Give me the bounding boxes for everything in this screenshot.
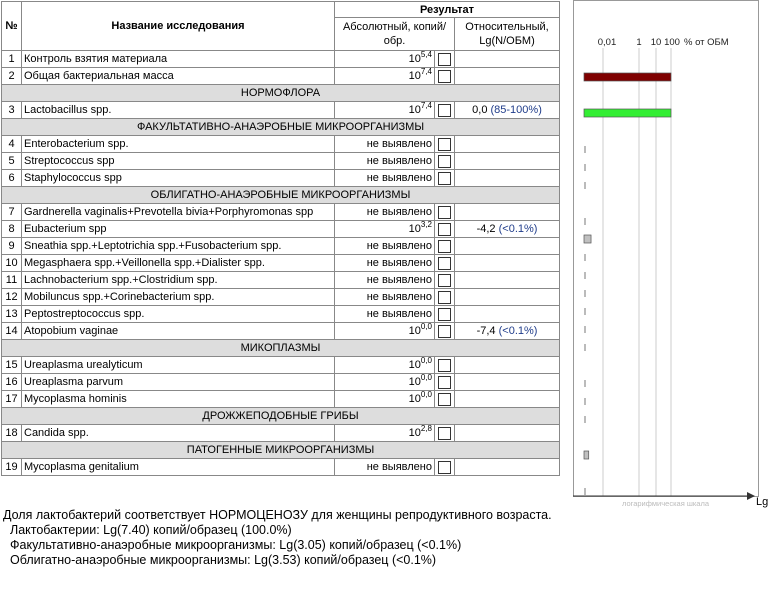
table-row bbox=[2, 204, 560, 221]
table-row bbox=[2, 425, 560, 442]
rel-result bbox=[455, 306, 560, 323]
section-header bbox=[2, 187, 560, 204]
abs-base: 10 bbox=[408, 104, 421, 116]
col-rel-header: Относительный, Lg(N/OБМ) bbox=[455, 18, 560, 51]
result-checkbox[interactable] bbox=[438, 257, 451, 270]
checkbox-cell[interactable] bbox=[435, 136, 455, 153]
results-table bbox=[1, 1, 560, 476]
rel-result bbox=[455, 459, 560, 476]
table-row bbox=[2, 68, 560, 85]
row-number: 18 bbox=[2, 425, 22, 442]
rel-range: (85-100%) bbox=[490, 104, 542, 116]
abs-result bbox=[335, 306, 435, 323]
rel-result bbox=[455, 425, 560, 442]
abs-result bbox=[335, 459, 435, 476]
abs-result bbox=[335, 323, 435, 340]
row-number: 14 bbox=[2, 323, 22, 340]
abs-exponent: 0,0 bbox=[420, 322, 432, 331]
bar bbox=[584, 451, 589, 459]
abs-exponent: 7,4 bbox=[420, 101, 432, 110]
abs-not-detected: не выявлено bbox=[366, 138, 432, 150]
test-name: Контроль взятия материала bbox=[22, 51, 335, 68]
result-checkbox[interactable] bbox=[438, 376, 451, 389]
table-row bbox=[2, 289, 560, 306]
abs-exponent: 0,0 bbox=[420, 373, 432, 382]
rel-result bbox=[455, 102, 560, 119]
log-scale-chart bbox=[573, 0, 770, 515]
summary-lactobacilli: Лактобактерии: Lg(7.40) копий/образец (100.0%) bbox=[10, 523, 292, 537]
test-name: Mycoplasma genitalium bbox=[22, 459, 335, 476]
test-name: Mycoplasma hominis bbox=[22, 391, 335, 408]
row-marker bbox=[584, 254, 586, 261]
abs-result bbox=[335, 238, 435, 255]
abs-exponent: 0,0 bbox=[420, 356, 432, 365]
checkbox-cell[interactable] bbox=[435, 459, 455, 476]
table-row bbox=[2, 255, 560, 272]
abs-not-detected: не выявлено bbox=[366, 172, 432, 184]
section-header bbox=[2, 442, 560, 459]
summary-conclusion: Доля лактобактерий соответствует НОРМОЦЕНОЗУ для женщины репродуктивного возраста. bbox=[3, 508, 552, 522]
test-name: Megasphaera spp.+Veillonella spp.+Dialister spp. bbox=[22, 255, 335, 272]
result-checkbox[interactable] bbox=[438, 308, 451, 321]
checkbox-cell[interactable] bbox=[435, 391, 455, 408]
row-marker bbox=[584, 290, 586, 297]
abs-not-detected: не выявлено bbox=[366, 257, 432, 269]
test-name: Candida spp. bbox=[22, 425, 335, 442]
row-marker bbox=[584, 416, 586, 423]
rel-value: -4,2 bbox=[476, 223, 496, 235]
scale-label: логарифмическая шкала bbox=[622, 499, 710, 508]
result-checkbox[interactable] bbox=[438, 274, 451, 287]
section-title: ФАКУЛЬТАТИВНО-АНАЭРОБНЫЕ МИКРООРГАНИЗМЫ bbox=[2, 119, 560, 136]
result-checkbox[interactable] bbox=[438, 206, 451, 219]
abs-not-detected: не выявлено bbox=[366, 240, 432, 252]
result-checkbox[interactable] bbox=[438, 359, 451, 372]
abs-exponent: 2,8 bbox=[420, 424, 432, 433]
row-number: 2 bbox=[2, 68, 22, 85]
checkbox-cell[interactable] bbox=[435, 323, 455, 340]
checkbox-cell[interactable] bbox=[435, 221, 455, 238]
rel-result bbox=[455, 153, 560, 170]
rel-result bbox=[455, 204, 560, 221]
checkbox-cell[interactable] bbox=[435, 68, 455, 85]
table-row bbox=[2, 102, 560, 119]
abs-result bbox=[335, 357, 435, 374]
row-marker bbox=[584, 380, 586, 387]
summary-facultative: Факультативно-анаэробные микроорганизмы: Lg(3.05) копий/образец (<0.1%) bbox=[10, 538, 462, 552]
abs-base: 10 bbox=[408, 70, 421, 82]
abs-result bbox=[335, 204, 435, 221]
row-number: 11 bbox=[2, 272, 22, 289]
abs-result bbox=[335, 136, 435, 153]
rel-result bbox=[455, 391, 560, 408]
checkbox-cell[interactable] bbox=[435, 102, 455, 119]
result-checkbox[interactable] bbox=[438, 223, 451, 236]
result-checkbox[interactable] bbox=[438, 138, 451, 151]
checkbox-cell[interactable] bbox=[435, 306, 455, 323]
rel-result bbox=[455, 272, 560, 289]
test-name: Lachnobacterium spp.+Clostridium spp. bbox=[22, 272, 335, 289]
test-name: Sneathia spp.+Leptotrichia spp.+Fusobacterium spp. bbox=[22, 238, 335, 255]
rel-range: (<0.1%) bbox=[498, 325, 538, 337]
bar bbox=[584, 73, 671, 81]
test-name: Ureaplasma urealyticum bbox=[22, 357, 335, 374]
row-marker bbox=[584, 344, 586, 351]
table-row bbox=[2, 136, 560, 153]
abs-result bbox=[335, 51, 435, 68]
row-marker bbox=[584, 488, 586, 495]
table-row bbox=[2, 170, 560, 187]
col-abs-header: Абсолютный, копий/обр. bbox=[335, 18, 455, 51]
row-number: 19 bbox=[2, 459, 22, 476]
abs-result bbox=[335, 255, 435, 272]
section-header bbox=[2, 340, 560, 357]
abs-base: 10 bbox=[408, 427, 421, 439]
abs-not-detected: не выявлено bbox=[366, 308, 432, 320]
tick-label: 10 bbox=[650, 37, 662, 48]
test-name: Peptostreptococcus spp. bbox=[22, 306, 335, 323]
row-marker bbox=[584, 326, 586, 333]
result-checkbox[interactable] bbox=[438, 104, 451, 117]
test-name: Eubacterium spp bbox=[22, 221, 335, 238]
section-title: МИКОПЛАЗМЫ bbox=[2, 340, 560, 357]
col-result-header: Результат bbox=[335, 2, 560, 18]
row-marker bbox=[584, 164, 586, 171]
row-number: 8 bbox=[2, 221, 22, 238]
tick-label: 1 bbox=[636, 37, 642, 48]
abs-result bbox=[335, 425, 435, 442]
row-marker bbox=[584, 182, 586, 189]
row-marker bbox=[584, 146, 586, 153]
bar bbox=[584, 235, 591, 243]
row-number: 4 bbox=[2, 136, 22, 153]
abs-base: 10 bbox=[408, 325, 421, 337]
abs-not-detected: не выявлено bbox=[366, 155, 432, 167]
rel-value: -7,4 bbox=[476, 325, 496, 337]
rel-result bbox=[455, 238, 560, 255]
abs-result bbox=[335, 391, 435, 408]
table-row bbox=[2, 272, 560, 289]
test-name: Gardnerella vaginalis+Prevotella bivia+Porphyromonas spp bbox=[22, 204, 335, 221]
result-checkbox[interactable] bbox=[438, 291, 451, 304]
abs-base: 10 bbox=[408, 53, 421, 65]
row-number: 6 bbox=[2, 170, 22, 187]
row-number: 3 bbox=[2, 102, 22, 119]
abs-not-detected: не выявлено bbox=[366, 291, 432, 303]
result-checkbox[interactable] bbox=[438, 393, 451, 406]
abs-exponent: 5,4 bbox=[420, 50, 432, 59]
abs-result bbox=[335, 272, 435, 289]
rel-result bbox=[455, 357, 560, 374]
col-num-header: № bbox=[2, 2, 22, 51]
test-name: Streptococcus spp bbox=[22, 153, 335, 170]
abs-exponent: 0,0 bbox=[420, 390, 432, 399]
abs-result bbox=[335, 68, 435, 85]
checkbox-cell[interactable] bbox=[435, 255, 455, 272]
abs-base: 10 bbox=[408, 223, 421, 235]
test-name: Enterobacterium spp. bbox=[22, 136, 335, 153]
section-title: ПАТОГЕННЫЕ МИКРООРГАНИЗМЫ bbox=[2, 442, 560, 459]
abs-exponent: 3,2 bbox=[420, 220, 432, 229]
col-name-header: Название исследования bbox=[22, 2, 335, 51]
result-checkbox[interactable] bbox=[438, 240, 451, 253]
checkbox-cell[interactable] bbox=[435, 153, 455, 170]
section-title: ДРОЖЖЕПОДОБНЫЕ ГРИБЫ bbox=[2, 408, 560, 425]
abs-result bbox=[335, 289, 435, 306]
table-row bbox=[2, 323, 560, 340]
row-number: 12 bbox=[2, 289, 22, 306]
table-row bbox=[2, 51, 560, 68]
row-number: 5 bbox=[2, 153, 22, 170]
rel-result bbox=[455, 51, 560, 68]
rel-result bbox=[455, 323, 560, 340]
test-name: Lactobacillus spp. bbox=[22, 102, 335, 119]
checkbox-cell[interactable] bbox=[435, 374, 455, 391]
result-checkbox[interactable] bbox=[438, 53, 451, 66]
result-checkbox[interactable] bbox=[438, 155, 451, 168]
abs-result bbox=[335, 374, 435, 391]
abs-exponent: 7,4 bbox=[420, 67, 432, 76]
table-row bbox=[2, 459, 560, 476]
table-row bbox=[2, 306, 560, 323]
table-row bbox=[2, 391, 560, 408]
abs-result bbox=[335, 221, 435, 238]
table-row bbox=[2, 238, 560, 255]
rel-result bbox=[455, 136, 560, 153]
section-header bbox=[2, 408, 560, 425]
row-marker bbox=[584, 218, 586, 225]
test-name: Staphylococcus spp bbox=[22, 170, 335, 187]
checkbox-cell[interactable] bbox=[435, 204, 455, 221]
rel-result bbox=[455, 170, 560, 187]
checkbox-cell[interactable] bbox=[435, 357, 455, 374]
axis-label: Lg bbox=[756, 496, 769, 508]
rel-result bbox=[455, 289, 560, 306]
row-number: 13 bbox=[2, 306, 22, 323]
result-checkbox[interactable] bbox=[438, 427, 451, 440]
section-header bbox=[2, 119, 560, 136]
section-title: ОБЛИГАТНО-АНАЭРОБНЫЕ МИКРООРГАНИЗМЫ bbox=[2, 187, 560, 204]
row-marker bbox=[584, 272, 586, 279]
abs-not-detected: не выявлено bbox=[366, 461, 432, 473]
summary-obligate: Облигатно-анаэробные микроорганизмы: Lg(3.53) копий/образец (<0.1%) bbox=[10, 553, 437, 567]
abs-base: 10 bbox=[408, 376, 421, 388]
test-name: Ureaplasma parvum bbox=[22, 374, 335, 391]
abs-result bbox=[335, 153, 435, 170]
rel-range: (<0.1%) bbox=[498, 223, 538, 235]
test-name: Atopobium vaginae bbox=[22, 323, 335, 340]
row-number: 10 bbox=[2, 255, 22, 272]
rel-result bbox=[455, 68, 560, 85]
table-row bbox=[2, 357, 560, 374]
section-header bbox=[2, 85, 560, 102]
summary bbox=[3, 508, 552, 568]
row-number: 1 bbox=[2, 51, 22, 68]
abs-result bbox=[335, 170, 435, 187]
rel-result bbox=[455, 221, 560, 238]
row-number: 16 bbox=[2, 374, 22, 391]
rel-result bbox=[455, 374, 560, 391]
table-row bbox=[2, 374, 560, 391]
checkbox-cell[interactable] bbox=[435, 272, 455, 289]
row-number: 17 bbox=[2, 391, 22, 408]
row-number: 9 bbox=[2, 238, 22, 255]
checkbox-cell[interactable] bbox=[435, 238, 455, 255]
rel-result bbox=[455, 255, 560, 272]
abs-base: 10 bbox=[408, 359, 421, 371]
tick-label: 0,01 bbox=[597, 37, 617, 48]
result-checkbox[interactable] bbox=[438, 325, 451, 338]
abs-base: 10 bbox=[408, 393, 421, 405]
checkbox-cell[interactable] bbox=[435, 51, 455, 68]
row-marker bbox=[584, 308, 586, 315]
row-number: 15 bbox=[2, 357, 22, 374]
bar bbox=[584, 109, 671, 117]
abs-not-detected: не выявлено bbox=[366, 206, 432, 218]
section-title: НОРМОФЛОРА bbox=[2, 85, 560, 102]
table-row bbox=[2, 153, 560, 170]
abs-result bbox=[335, 102, 435, 119]
test-name: Общая бактериальная масса bbox=[22, 68, 335, 85]
table-row bbox=[2, 221, 560, 238]
checkbox-cell[interactable] bbox=[435, 425, 455, 442]
row-number: 7 bbox=[2, 204, 22, 221]
result-checkbox[interactable] bbox=[438, 172, 451, 185]
rel-value: 0,0 bbox=[472, 104, 488, 116]
checkbox-cell[interactable] bbox=[435, 289, 455, 306]
checkbox-cell[interactable] bbox=[435, 170, 455, 187]
abs-not-detected: не выявлено bbox=[366, 274, 432, 286]
result-checkbox[interactable] bbox=[438, 461, 451, 474]
result-checkbox[interactable] bbox=[438, 70, 451, 83]
row-marker bbox=[584, 398, 586, 405]
unit-label: % от ОБМ bbox=[684, 37, 729, 48]
test-name: Mobiluncus spp.+Corinebacterium spp. bbox=[22, 289, 335, 306]
tick-label: 100 bbox=[664, 37, 680, 48]
